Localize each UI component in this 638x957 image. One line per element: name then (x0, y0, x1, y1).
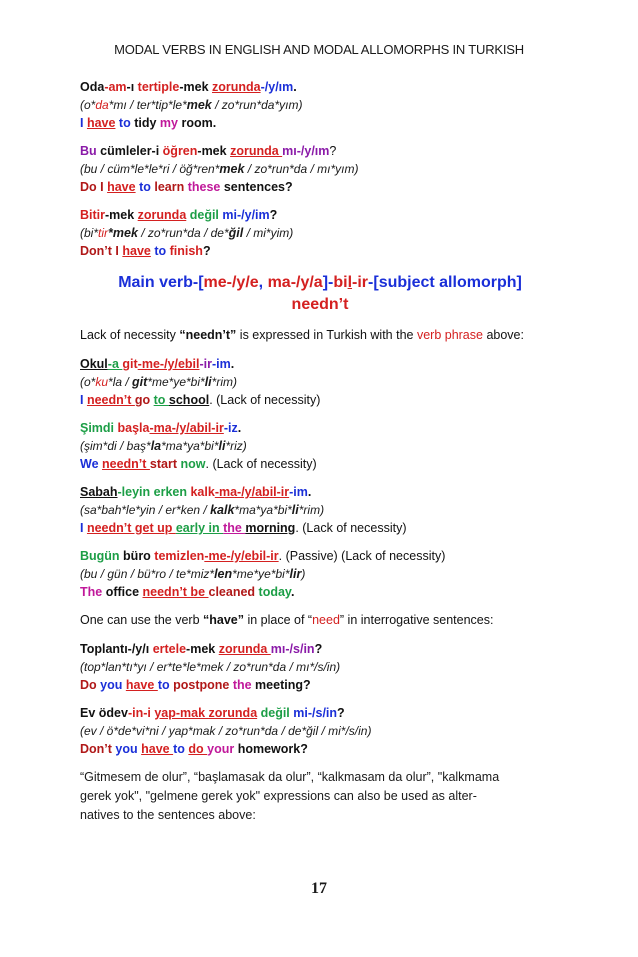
text-run: ? (269, 208, 278, 222)
text-run: -am (104, 80, 127, 94)
text-run: -[subject allomorph] (368, 274, 522, 291)
text-run: sentences? (223, 180, 293, 194)
text-run: -in-i (127, 706, 155, 720)
text-run: -im (212, 357, 231, 371)
example-block (80, 640, 560, 694)
paragraph-interrogative (80, 611, 560, 630)
turkish-sentence (80, 142, 560, 160)
text-run: -a (107, 357, 123, 371)
text-run: len (214, 567, 233, 581)
text-run: kalk (190, 485, 215, 499)
text-run: postpone (173, 678, 233, 692)
text-run: / zo*run*da / mı*yım) (244, 162, 359, 176)
text-run: to (135, 180, 155, 194)
text-run: . (290, 585, 295, 599)
text-run: ]- (322, 274, 334, 291)
text-run: start (149, 457, 181, 471)
text-run: büro (123, 549, 155, 563)
text-run: your (207, 742, 238, 756)
text-run: to (153, 393, 169, 407)
text-run: to (173, 742, 189, 756)
text-run: mek (219, 162, 245, 176)
text-run: now (180, 457, 206, 471)
text-run: We (80, 457, 102, 471)
text-run: Do (80, 678, 101, 692)
text-run: (şim*di / baş* (80, 439, 151, 453)
text-run: -ma-/y/abil-ir (214, 485, 290, 499)
page-header: MODAL VERBS IN ENGLISH AND MODAL ALLOMORPHS IN TURKISH (114, 42, 524, 57)
text-run: -im (289, 485, 308, 499)
text-run: tir (98, 226, 109, 240)
text-run: I (80, 521, 87, 535)
text-run: zorunda (208, 706, 258, 720)
syllable-breakdown (80, 722, 560, 740)
text-run: my (159, 116, 182, 130)
text-run: (top* (80, 660, 106, 674)
text-run: *mek (108, 226, 138, 240)
text-run: -[ (192, 274, 204, 291)
text-run: -mek (179, 80, 212, 94)
syllable-breakdown (80, 501, 560, 519)
text-run: zorunda (230, 144, 283, 158)
text-run: (sa*bah*le*yin / er*ken / (80, 503, 211, 517)
text-run: Do I (80, 180, 108, 194)
text-run: “have” (203, 613, 244, 627)
text-run: ? (329, 144, 337, 158)
text-run: go (134, 393, 154, 407)
text-run: lir (289, 567, 302, 581)
text-run: have (107, 180, 136, 194)
text-run: ğil (228, 226, 244, 240)
text-run: me-/y/e (203, 274, 259, 291)
section-title-line-1 (80, 272, 560, 294)
text-run: Bugün (80, 549, 124, 563)
text-run: mı-/s/in (270, 642, 315, 656)
text-run: Don’t I (80, 244, 123, 258)
text-run: zorunda (218, 642, 271, 656)
text-run: (bu / gün / bü*ro / te*miz* (80, 567, 215, 581)
page-number: 17 (311, 880, 327, 897)
text-run: bi (333, 274, 348, 291)
text-run: (bu / cüm*le*le*ri / öğ*ren* (80, 162, 220, 176)
turkish-sentence (80, 640, 560, 658)
text-run: temizlen (154, 549, 205, 563)
text-run: have (86, 116, 116, 130)
text-run: *mı / ter*tip*le* (108, 98, 187, 112)
turkish-sentence (80, 483, 560, 501)
text-run: cümleler-i (100, 144, 163, 158)
text-run: ku (95, 375, 109, 389)
text-run: One can use the verb (80, 613, 203, 627)
text-run: Bu (80, 144, 101, 158)
text-run: Okul (80, 357, 108, 371)
paragraph-alternatives-line-1: “Gitmesem de olur”, “başlamasak da olur”, “kalkmasam da olur”, "kalkmama (80, 770, 500, 784)
text-run: *la / (108, 375, 133, 389)
text-run: ” in interrogative sentences: (339, 613, 494, 627)
english-sentence (80, 583, 560, 601)
text-run: *rim) (298, 503, 325, 517)
english-sentence (80, 740, 560, 758)
text-run: Don’t (80, 742, 116, 756)
turkish-sentence (80, 355, 560, 373)
paragraph-alternatives (80, 768, 560, 825)
english-sentence (80, 242, 560, 260)
example-block (80, 483, 560, 537)
text-run: ) (301, 567, 306, 581)
text-run: the (232, 678, 256, 692)
text-run: have (141, 742, 174, 756)
text-run: öğren (162, 144, 198, 158)
text-run: . (293, 80, 297, 94)
text-run: *rim) (211, 375, 237, 389)
text-run: . (Lack of necessity) (205, 457, 317, 471)
text-run: Şimdi (80, 421, 118, 435)
example-block (80, 704, 560, 758)
text-run: . (237, 421, 242, 435)
text-run: Bitir (80, 208, 105, 222)
text-run: . (307, 485, 312, 499)
turkish-sentence (80, 206, 560, 224)
section-title (80, 272, 560, 316)
english-sentence (80, 455, 560, 473)
paragraph-alternatives-line-3 (80, 806, 560, 825)
example-group-2 (80, 355, 560, 601)
example-block (80, 355, 560, 409)
text-run: , (258, 274, 268, 291)
text-run: learn (154, 180, 188, 194)
text-run: değil (186, 208, 223, 222)
syllable-breakdown (80, 437, 560, 455)
turkish-sentence (80, 419, 560, 437)
turkish-sentence (80, 547, 560, 565)
text-run: early in (175, 521, 224, 535)
syllable-breakdown (80, 373, 560, 391)
text-run: mi-/y/im (222, 208, 270, 222)
text-run: ? (314, 642, 323, 656)
text-run: -/y/ım (260, 80, 294, 94)
text-run: -mek (186, 642, 219, 656)
text-run: la (150, 439, 162, 453)
syllable-breakdown (80, 224, 560, 242)
text-run: l (347, 274, 353, 291)
example-group-1 (80, 78, 560, 260)
text-run: above: (482, 328, 524, 342)
text-run: needn’t be (142, 585, 209, 599)
text-run: zorunda (212, 80, 261, 94)
text-run: Sabah (80, 485, 118, 499)
page-content (80, 78, 560, 825)
text-run: git (122, 357, 138, 371)
text-run: school (168, 393, 210, 407)
text-run: başla (117, 421, 150, 435)
text-run: do (188, 742, 208, 756)
example-block (80, 206, 560, 260)
text-run: mek (186, 98, 212, 112)
text-run: mı-/y/ım (282, 144, 330, 158)
text-run: verb phrase (416, 328, 483, 342)
text-run: mi-/s/in (293, 706, 338, 720)
text-run: (o* (80, 375, 96, 389)
text-run: / zo*run*da / de* (137, 226, 229, 240)
syllable-breakdown (80, 160, 560, 178)
english-sentence (80, 676, 560, 694)
text-run: “needn’t” (179, 328, 237, 342)
text-run: needn’t (291, 296, 349, 313)
text-run: Oda (80, 80, 105, 94)
text-run: / zo*run*da*yım) (211, 98, 303, 112)
text-run: da (95, 98, 109, 112)
text-run: today (258, 585, 291, 599)
example-block (80, 142, 560, 196)
text-run: yap-mak (154, 706, 209, 720)
paragraph-lack-of-necessity (80, 326, 560, 345)
text-run: office (105, 585, 143, 599)
text-run: have (122, 244, 151, 258)
syllable-breakdown (80, 658, 560, 676)
text-run: ma-/y/a (267, 274, 323, 291)
text-run: Main verb (118, 274, 193, 291)
text-run: morning (245, 521, 296, 535)
text-run: you (100, 678, 126, 692)
turkish-sentence (80, 78, 560, 96)
text-run: Lack of necessity (80, 328, 180, 342)
text-run: Toplantı-/y/ı (80, 642, 153, 656)
text-run: cleaned (208, 585, 259, 599)
text-run: -ir (199, 357, 212, 371)
text-run: the (223, 521, 246, 535)
text-run: . (230, 357, 235, 371)
paragraph-alternatives-line-2: gerek yok", "gelmene gerek yok" expressions can also be used as alter- (80, 789, 477, 803)
example-group-3 (80, 640, 560, 758)
text-run: Ev ödev (80, 706, 128, 720)
text-run: meeting? (255, 678, 311, 692)
text-run: lan*tı*yı (105, 660, 147, 674)
english-sentence (80, 114, 560, 132)
text-run: *me*ye*bi* (147, 375, 205, 389)
section-title-line-2 (80, 294, 560, 316)
text-run: li (291, 503, 299, 517)
text-run: to (150, 244, 170, 258)
text-run: needn’t (102, 457, 150, 471)
text-run: ertele (152, 642, 187, 656)
english-sentence (80, 519, 560, 537)
example-block (80, 547, 560, 601)
text-run: finish (169, 244, 203, 258)
text-run: these (187, 180, 224, 194)
text-run: I (80, 116, 87, 130)
text-run: ? (337, 706, 345, 720)
text-run: git (132, 375, 148, 389)
text-run: *ma*ya*bi* (234, 503, 292, 517)
text-run: (o* (80, 98, 96, 112)
text-run: have (125, 678, 158, 692)
text-run: -ir (352, 274, 369, 291)
syllable-breakdown (80, 96, 560, 114)
example-block (80, 78, 560, 132)
text-run: tidy (134, 116, 160, 130)
text-run: needn’t get up (86, 521, 176, 535)
text-run: need (312, 613, 340, 627)
text-run: . (Passive) (Lack of necessity) (278, 549, 446, 563)
text-run: to (157, 678, 174, 692)
text-run: zorunda (137, 208, 187, 222)
text-run: . (Lack of necessity) (209, 393, 321, 407)
text-run: / mi*yim) (243, 226, 294, 240)
text-run: li (204, 375, 212, 389)
text-run: *ma*ya*bi* (161, 439, 219, 453)
text-run: you (115, 742, 142, 756)
text-run: (ev / ö*de*vi*ni / yap*mak / zo*run*da / de*ğil / mi*/s/in) (80, 724, 372, 738)
text-run: -leyin erken (117, 485, 191, 499)
text-run: ? (202, 244, 211, 258)
text-run: -iz (223, 421, 238, 435)
example-block (80, 419, 560, 473)
text-run: -mek (105, 208, 138, 222)
text-run: kalk (210, 503, 235, 517)
text-run: (bi* (80, 226, 99, 240)
text-run: room. (181, 116, 217, 130)
text-run: needn’t (86, 393, 135, 407)
text-run: -mek (197, 144, 231, 158)
syllable-breakdown (80, 565, 560, 583)
text-run: . (Lack of necessity) (295, 521, 407, 535)
turkish-sentence (80, 704, 560, 722)
english-sentence (80, 178, 560, 196)
text-run: is expressed in Turkish with the (236, 328, 417, 342)
text-run: to (115, 116, 135, 130)
text-run: / er*te*le*mek / zo*run*da / mı*/s/in) (146, 660, 341, 674)
text-run: -me-/y/ebil (137, 357, 200, 371)
text-run: tertiple (137, 80, 180, 94)
paragraph-alternatives-line-3-text: natives to the sentences above: (80, 808, 256, 822)
text-run: -me-/y/ebil-ir (204, 549, 279, 563)
text-run: *me*ye*bi* (232, 567, 290, 581)
english-sentence (80, 391, 560, 409)
text-run: -ma-/y/abil-ir (149, 421, 224, 435)
text-run: The (80, 585, 106, 599)
text-run: homework? (237, 742, 308, 756)
text-run: I (80, 393, 87, 407)
text-run: in place of “ (244, 613, 313, 627)
text-run: *riz) (225, 439, 247, 453)
text-run: değil (257, 706, 294, 720)
text-run: -ı (126, 80, 138, 94)
text-run: li (218, 439, 226, 453)
